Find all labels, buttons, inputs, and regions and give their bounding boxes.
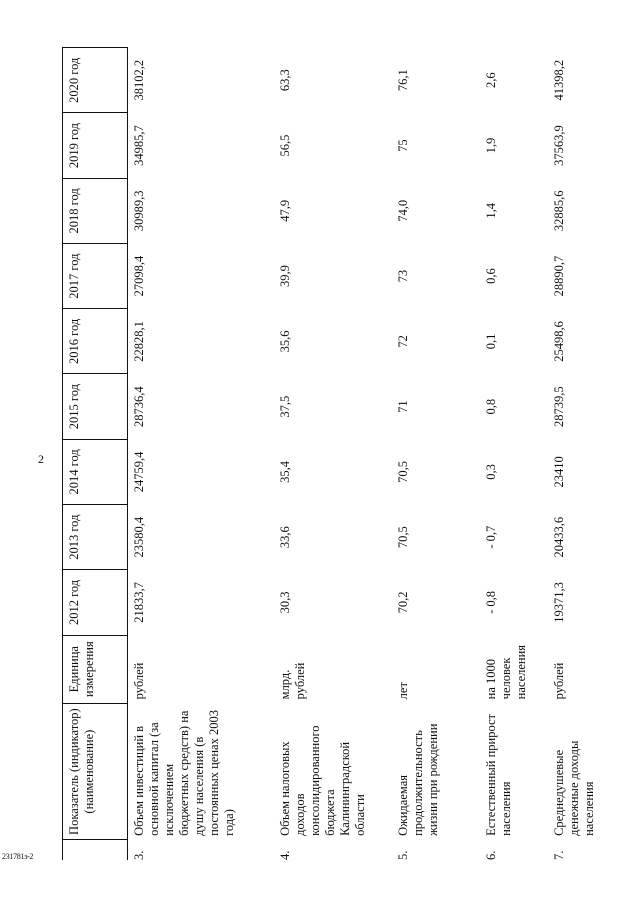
- header-indicator: Показатель (индикатор) (наименование): [63, 703, 128, 840]
- header-year: 2016 год: [63, 309, 128, 374]
- value-cell: 76,1: [396, 69, 410, 92]
- value-cell: 32885,6: [552, 190, 566, 232]
- value-cell: 23580,4: [132, 516, 146, 558]
- value-cell: 19371,3: [552, 582, 566, 623]
- row-number: 5.: [396, 850, 410, 860]
- header-year: 2019 год: [63, 113, 128, 178]
- value-cell: 35,6: [278, 330, 292, 353]
- value-cell: 1,4: [484, 203, 498, 219]
- value-cell: 71: [396, 400, 410, 413]
- value-cell: 73: [396, 269, 410, 283]
- value-cell: - 0,7: [484, 525, 498, 549]
- table-header-row: [63, 48, 128, 861]
- value-cell: 37563,9: [552, 125, 566, 166]
- table-row: [548, 48, 636, 861]
- header-year: 2015 год: [63, 374, 128, 439]
- table-row: [128, 48, 275, 861]
- value-cell: 2,6: [484, 72, 498, 89]
- document-code: 231781з-2: [2, 852, 34, 861]
- value-cell: 56,5: [278, 134, 292, 157]
- value-cell: 33,6: [278, 526, 292, 549]
- value-cell: 0,8: [484, 398, 498, 415]
- indicator-name: Объем налоговых доходов консолидированного бюджета Калининградской области: [278, 725, 367, 836]
- row-number: 6.: [484, 850, 498, 860]
- unit-cell: рублей: [552, 662, 566, 700]
- value-cell: 0,1: [484, 333, 498, 350]
- value-cell: 34985,7: [132, 125, 146, 166]
- unit-cell: лет: [396, 682, 410, 700]
- value-cell: 35,4: [278, 460, 292, 483]
- value-cell: 22828,1: [132, 321, 146, 362]
- value-cell: 74,0: [396, 199, 410, 222]
- header-year: 2018 год: [63, 178, 128, 243]
- header-year: 2017 год: [63, 243, 128, 308]
- value-cell: 41398,2: [552, 59, 566, 101]
- value-cell: 37,5: [278, 395, 292, 418]
- value-cell: 38102,2: [132, 59, 146, 101]
- header-year: 2012 год: [63, 570, 128, 635]
- value-cell: - 0,8: [484, 590, 498, 614]
- page-number: 2: [38, 452, 44, 466]
- value-cell: 0,3: [484, 464, 498, 480]
- unit-cell: рублей: [132, 662, 146, 700]
- header-year: 2014 год: [63, 439, 128, 504]
- header-year: 2013 год: [63, 505, 128, 570]
- value-cell: 30,3: [278, 591, 292, 614]
- row-number: 4.: [278, 850, 292, 860]
- value-cell: 21833,7: [132, 582, 146, 623]
- value-cell: 28739,5: [552, 386, 566, 427]
- row-number: 3.: [132, 850, 146, 860]
- value-cell: 25498,6: [552, 321, 566, 362]
- value-cell: 75: [396, 139, 410, 152]
- indicators-table: [62, 47, 636, 860]
- unit-cell: на 1000 человек населения: [484, 644, 528, 700]
- header-unit: Единица измерения: [63, 635, 128, 703]
- indicator-name: Среднедушевые денежные доходы населения: [552, 740, 596, 836]
- row-number: 7.: [552, 850, 566, 860]
- unit-cell: млрд. рублей: [278, 662, 307, 700]
- value-cell: 24759,4: [132, 451, 146, 493]
- value-cell: 20433,6: [552, 516, 566, 558]
- value-cell: 0,6: [484, 268, 498, 284]
- value-cell: 28890,7: [552, 255, 566, 297]
- header-year: 2020 год: [63, 48, 128, 113]
- value-cell: 63,3: [278, 69, 292, 92]
- indicator-name: Ожидаемая продолжительность жизни при рождении: [396, 723, 440, 836]
- value-cell: 70,5: [396, 526, 410, 549]
- value-cell: 47,9: [278, 199, 292, 222]
- value-cell: 30989,3: [132, 190, 146, 232]
- value-cell: 27098,4: [132, 255, 146, 297]
- value-cell: 23410: [552, 456, 566, 488]
- table-row: [480, 48, 548, 861]
- header-number-column: [63, 840, 128, 860]
- value-cell: 28736,4: [132, 386, 146, 427]
- indicator-name: Естественный прирост населения: [484, 713, 513, 836]
- indicator-name: Объем инвестиций в основной капитал (за исключением бюджетных средств) на душу населения (в постоянных ценах 2003 года): [132, 710, 236, 836]
- rotated-table-container: [62, 47, 632, 860]
- value-cell: 39,9: [278, 265, 292, 288]
- table-row: [392, 48, 480, 861]
- value-cell: 72: [396, 335, 410, 348]
- value-cell: 70,5: [396, 460, 410, 483]
- table-row: [274, 48, 392, 861]
- value-cell: 70,2: [396, 591, 410, 614]
- value-cell: 1,9: [484, 137, 498, 154]
